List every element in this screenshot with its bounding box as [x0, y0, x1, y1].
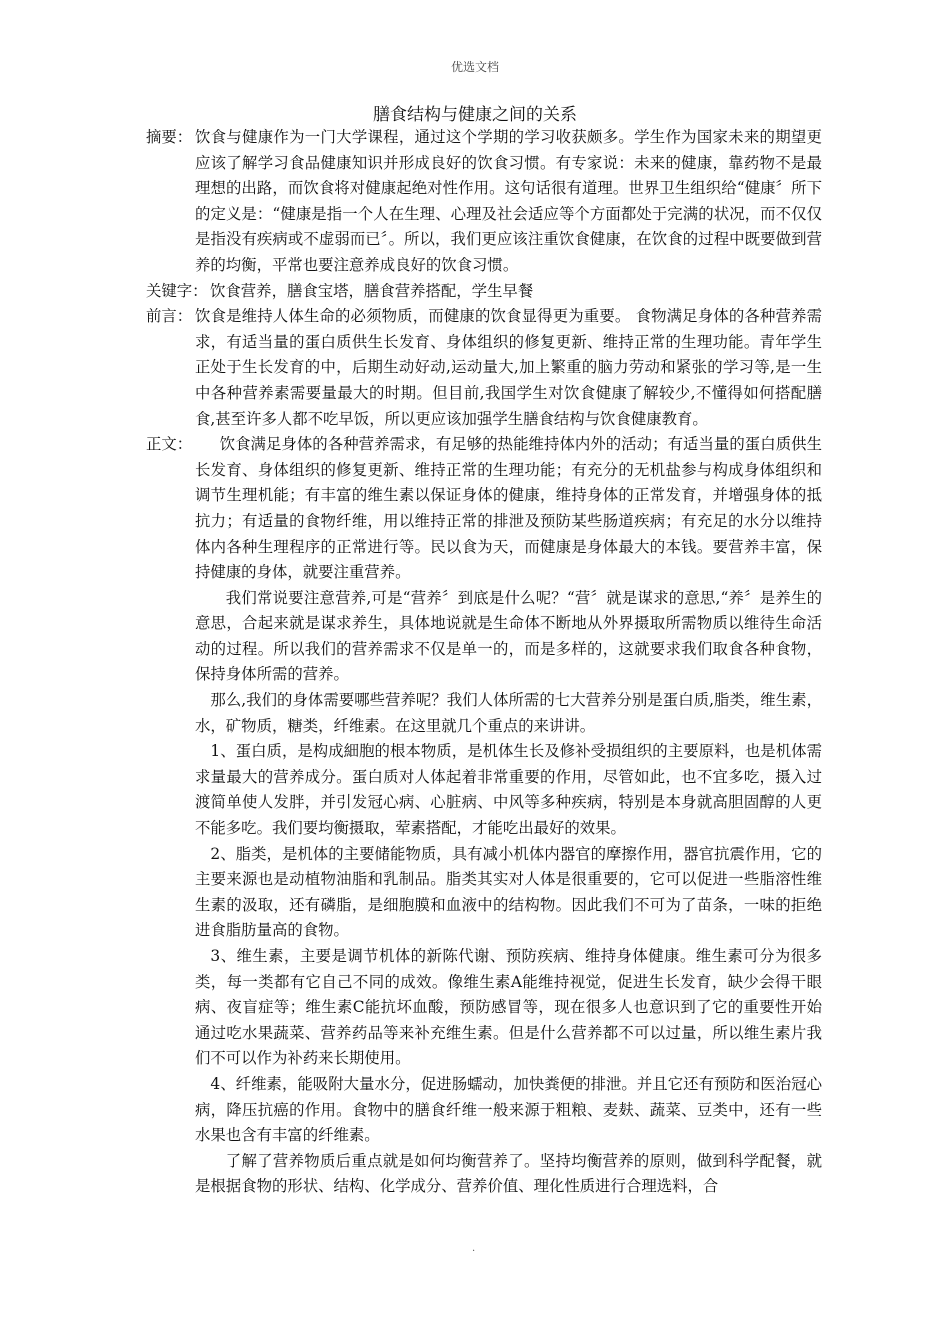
- page-header: 优选文档: [450, 60, 499, 74]
- paragraph-protein: 1、蛋白质，是构成細胞的根本物质，是机体生长及修补受损组织的主要原料，也是机体需求量最大的营养成分。蛋白质对人体起着非常重要的作用，尽管如此，也不宜多吃，摄入过渡简单使人发胖，并引发冠心病、心脏病、中风等多种疾病，特别是本身就高胆固醇的人更不能多吃。我们要均衡摄取，荤素搭配，才能吃出最好的效果。: [195, 742, 822, 838]
- preface-text: 饮食是维持人体生命的必须物质，而健康的饮食显得更为重要。 食物满足身体的各种营养需求，有适当量的蛋白质供生长发育、身体组织的修复更新、维持正常的生理功能。青年学生正处于生长发育的中，后期生动好动,运动量大,加上繁重的脑力劳动和紧张的学习等,是一生中各种营养素需要量最大的时期。但目前,我国学生对饮食健康了解较少,不懂得如何搭配膳食,甚至许多人都不吃早饭，所以更应该加强学生膳食结构与饮食健康教育。: [195, 307, 822, 428]
- keywords-text: 饮食营养，膳食宝塔，膳食营养搭配，学生早餐: [210, 281, 534, 300]
- keywords-label: 关键字：: [146, 281, 208, 300]
- keywords-section: [146, 279, 822, 305]
- main-text-paragraph: 饮食满足身体的各种营养需求，有足够的热能维持体内外的活动；有适当量的蛋白质供生长发育、身体组织的修复更新、维持正常的生理功能；有充分的无机盐参与构成身体组织和调节生理机能；有丰富的维生素以保证身体的健康，维持身体的正常发育，并增强身体的抵抗力；有适量的食物纤维，用以维持正常的排泄及预防某些肠道疾病；有充足的水分以维持体内各种生理程序的正常进行等。民以食为天，而健康是身体最大的本钱。要营养丰富，保持健康的身体，就要注重营养。: [195, 435, 822, 582]
- paragraph-vitamins: 3、维生素，主要是调节机体的新陈代谢、预防疾病、维持身体健康。维生素可分为很多类，每一类都有它自己不同的成效。像维生素A能维持视觉，促进生长发育，缺少会得干眼病、夜盲症等；维生素C能抗坏血酸，预防感冒等，现在很多人也意识到了它的重要性开始通过吃水果蔬菜、营养药品等来补充维生素。但是什么营养都不可以过量，所以维生素片我们不可以作为补药来长期使用。: [195, 947, 822, 1068]
- preface-section: [146, 304, 822, 432]
- paragraph-lipids: 2、脂类，是机体的主要储能物质，具有减小机体内器官的摩擦作用，器官抗震作用，它的主要来源也是动植物油脂和乳制品。脂类其实对人体是很重要的，它可以促进一些脂溶性维生素的汲取，还有磷脂，是细胞膜和血液中的结构物。因此我们不可为了苗条，一味的拒绝进食脂肪量高的食物。: [195, 844, 822, 940]
- paragraph-fiber: 4、纤维素，能吸附大量水分，促进肠蠕动，加快粪便的排泄。并且它还有预防和医治冠心病，降压抗癌的作用。食物中的膳食纤维一般来源于粗粮、麦麸、蔬菜、豆类中，还有一些水果也含有丰富的纤维素。: [195, 1074, 822, 1145]
- document-title: 膳食结构与健康之间的关系: [373, 105, 577, 125]
- abstract-section: [146, 125, 822, 279]
- abstract-text: 饮食与健康作为一门大学课程，通过这个学期的学习收获颇多。学生作为国家未来的期望更应该了解学习食品健康知识并形成良好的饮食习惯。有专家说：未来的健康，靠药物不是最理想的出路，而饮食将对健康起绝对性作用。这句话很有道理。世界卫生组织给“健康〞所下的定义是：“健康是指一个人在生理、心理及社会适应等个方面都处于完满的状况，而不仅仅是指没有疾病或不虚弱而已〞。所以，我们更应该注重饮食健康，在饮食的过程中既要做到营养的均衡，平常也要注意养成良好的饮食习惯。: [195, 128, 822, 274]
- paragraph-seven-nutrients: 那么,我们的身体需要哪些营养呢？我们人体所需的七大营养分别是蛋白质,脂类，维生素，水，矿物质，糖类，纤维素。在这里就几个重点的来讲讲。: [195, 691, 822, 735]
- document-body: [146, 125, 822, 1200]
- abstract-label: 摘要：: [146, 128, 193, 146]
- page-footer: .: [472, 1243, 476, 1254]
- paragraph-nutrition-meaning: 我们常说要注意营养,可是“营养〞到底是什么呢？“营〞就是谋求的意思,“养〞是养生的意思，合起来就是谋求养生，具体地说就是生命体不断地从外界摄取所需物质以维待生命活动的过程。所以我们的营养需求不仅是单一的，而是多样的，这就要求我们取食各种食物，保持身体所需的营养。: [195, 588, 822, 684]
- preface-label: 前言：: [146, 307, 193, 326]
- main-text-label: 正文：: [146, 435, 193, 454]
- paragraph-balanced-nutrition: 了解了营养物质后重点就是如何均衡营养了。坚持均衡营养的原则，做到科学配餐，就是根据食物的形状、结构、化学成分、营养价值、理化性质进行合理选料，合: [195, 1151, 822, 1196]
- main-text-section: [146, 432, 822, 586]
